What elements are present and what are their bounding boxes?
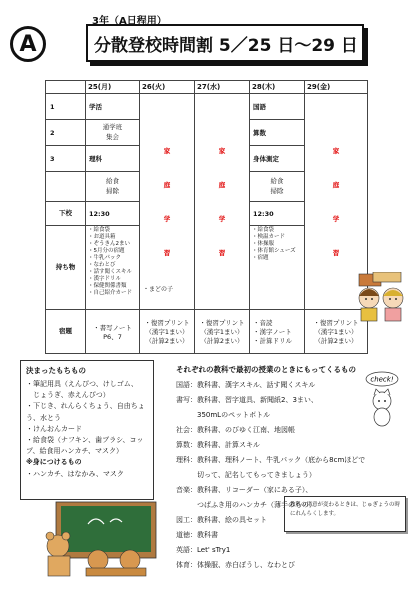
dismissal-label: 下校	[46, 202, 86, 226]
homework-line: （計算2まい）	[200, 336, 244, 345]
wed-home-study	[195, 94, 250, 310]
list-item: 社会：教科書、のびゆく江南、地図帳	[176, 426, 295, 434]
list-item: 図工：教科書、絵の具セット	[176, 516, 267, 524]
home-char: 庭	[332, 180, 340, 189]
mon-p2-line: 集会	[106, 132, 119, 141]
homework-line: ・計算ドリル	[253, 336, 292, 345]
list-item: ・ 下じき、れんらくちょう、自由ちょう、水とう	[26, 401, 148, 423]
list-item: ・ 漢字ドリル	[88, 276, 137, 283]
list-item: 英語：Let' sTry1	[176, 546, 231, 554]
mon-p2	[86, 120, 140, 146]
schedule-table	[45, 80, 368, 354]
thu-items-list	[250, 226, 304, 263]
homework-line: （漢字1まい）	[200, 328, 244, 337]
list-item: ・ 体育館シューズ	[252, 248, 302, 255]
page-title: 分散登校時間割 5／25 日～29 日	[86, 24, 364, 62]
check-cat-icon	[358, 369, 404, 429]
subjects-title: それぞれの教科で最初の授業のときにもってくるもの	[176, 365, 356, 374]
homework-line: P6、7	[103, 332, 122, 341]
lunch-line: 掃除	[106, 186, 119, 195]
day-header: 25(月)	[86, 81, 140, 94]
home-char: 習	[163, 248, 171, 257]
list-item: ・ 保健関係書類	[88, 283, 137, 290]
home-char: 庭	[218, 180, 226, 189]
home-char: 庭	[163, 180, 171, 189]
mon-dismissal: 12:30	[86, 202, 140, 226]
list-item: ・ 5月分の宿題	[88, 248, 137, 255]
mon-p1: 学活	[86, 94, 140, 120]
homework-line: （計算2まい）	[145, 336, 189, 345]
tue-homework	[140, 310, 195, 354]
thu-lunch	[250, 172, 305, 202]
lunch-line: 掃除	[270, 186, 284, 195]
list-item: じょうぎ、赤えんぴつ）	[33, 391, 110, 400]
grade-label: 3年（A日程用）	[92, 16, 167, 27]
children-illustration-icon	[353, 272, 411, 322]
thu-p2: 算数	[250, 120, 305, 146]
homework-line: ・復習プリント	[144, 319, 190, 328]
thu-p1: 国語	[250, 94, 305, 120]
list-item: ・ 筆記用具（えんぴつ、けしゴム、	[26, 379, 148, 390]
notice-box: 教科の用意が変わるときは、じゅぎょうの時にれんらくします。	[284, 496, 406, 532]
homework-line: （漢字1まい）	[314, 328, 358, 337]
period-label: 1	[46, 94, 86, 120]
lunch-label	[46, 172, 86, 202]
belongings-label: 持ち物	[46, 226, 86, 310]
list-item: 体育：体操服、赤白ぼうし、なわとび	[176, 561, 295, 569]
homework-line: （漢字1まい）	[145, 328, 189, 337]
day-header: 27(水)	[195, 81, 250, 94]
list-item: ・ なわとび	[88, 262, 137, 269]
list-item: ・ ハンカチ、はなかみ、マスク	[26, 469, 148, 480]
list-item: ・ ぞうきん2まい	[88, 241, 137, 248]
list-item: ・ 給食袋	[252, 227, 302, 234]
day-header: 26(火)	[140, 81, 195, 94]
home-char: 家	[163, 146, 171, 155]
home-char: 学	[163, 214, 171, 223]
list-item: 書写：教科書、習字道具、新聞紙2、3まい、	[176, 396, 318, 404]
list-item: ・ 牛乳パック	[88, 255, 137, 262]
tue-home-study	[140, 94, 195, 310]
list-item: 音楽：教科書、リコーダー（家にある子）、	[176, 486, 313, 494]
wear-title: ※身につけるもの	[26, 458, 82, 467]
period-label: 3	[46, 146, 86, 172]
list-item: ・ 体操服	[252, 241, 302, 248]
day-header-row	[46, 81, 368, 94]
corner-cell	[46, 81, 86, 94]
list-item: 算数：教科書、計算スキル	[176, 441, 260, 449]
thu-items	[250, 226, 305, 310]
list-item: 理科：教科書、理科ノート、牛乳パック（底から8cmほどで	[176, 456, 366, 464]
list-item: 国語：教科書、漢字スキル、話す聞くスキル	[176, 381, 316, 389]
schedule-badge: A	[10, 26, 46, 62]
list-item: 道徳：教科書	[176, 531, 218, 539]
home-char: 学	[218, 214, 226, 223]
mon-p2-line: 通学班	[102, 122, 123, 131]
list-item: 350mLのペットボトル	[176, 411, 271, 419]
mon-lunch	[86, 172, 140, 202]
homework-line: ・復習プリント	[313, 319, 359, 328]
lunch-line: 給食	[270, 176, 284, 185]
wed-homework	[195, 310, 250, 354]
home-char: 習	[218, 248, 226, 257]
list-item: ・ 検温カード	[252, 234, 302, 241]
homework-line: ・漢字ノート	[253, 328, 292, 337]
home-char: 家	[332, 146, 340, 155]
list-item: ・ 話す聞くスキル	[88, 269, 137, 276]
homework-line: ・復習プリント	[199, 319, 245, 328]
thu-dismissal: 12:30	[250, 202, 305, 226]
mon-homework	[86, 310, 140, 354]
day-header: 28(木)	[250, 81, 305, 94]
period-row-1	[46, 94, 368, 120]
blackboard-bears-illustration-icon	[38, 500, 158, 582]
homework-line: ・書写ノート	[93, 323, 132, 332]
list-item: ・ けんおんカード	[26, 424, 148, 435]
belongings-list	[26, 379, 148, 480]
list-item: 切って、記名してもってきましょう）	[176, 471, 316, 479]
homework-line: ・音読	[253, 319, 273, 328]
lunch-line: 給食	[106, 176, 119, 185]
home-char: 習	[332, 248, 340, 257]
day-header: 29(金)	[305, 81, 368, 94]
list-item: ・ 給食袋	[88, 227, 137, 234]
thu-p3: 身体測定	[250, 146, 305, 172]
belongings-title: 決まったもちもの	[26, 366, 86, 375]
check-label: check!	[370, 375, 394, 384]
homework-row	[46, 310, 368, 354]
list-item: ・ お道具箱	[88, 234, 137, 241]
list-item: ・ 給食袋（ナフキン、歯ブラシ、コップ、給食用ハンカチ、マスク）	[26, 435, 148, 457]
home-char: 学	[332, 214, 340, 223]
homework-label: 宿題	[46, 310, 86, 354]
mon-p3: 理科	[86, 146, 140, 172]
tue-items-note: ・まどの子	[143, 286, 174, 293]
mon-items-list	[86, 226, 139, 298]
list-item: ・ 自己紹介カード	[88, 290, 137, 297]
list-item: ・ 宿題	[252, 255, 302, 262]
thu-homework	[250, 310, 305, 354]
period-label: 2	[46, 120, 86, 146]
homework-line: （計算2まい）	[314, 336, 358, 345]
list-item: つばふき用のハンカチ（薄手のもの）	[176, 501, 316, 509]
mon-items	[86, 226, 140, 310]
fixed-belongings-box	[20, 360, 154, 500]
home-char: 家	[218, 146, 226, 155]
